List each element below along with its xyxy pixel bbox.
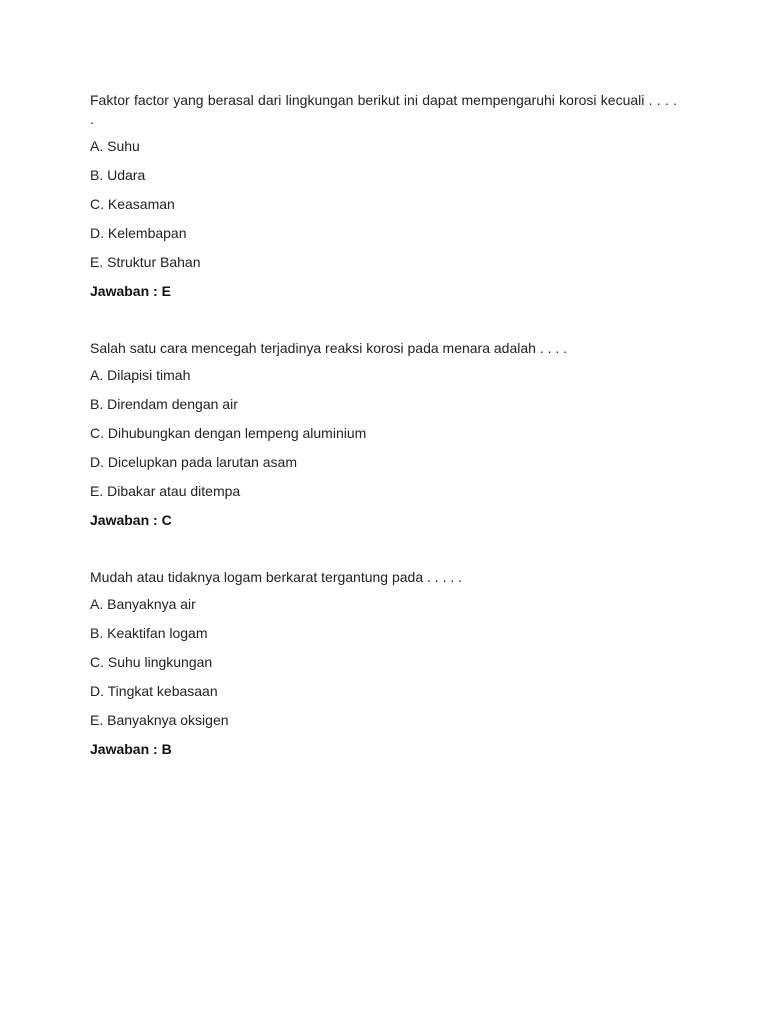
option-d: D. Kelembapan — [90, 225, 187, 241]
document-page — [90, 91, 677, 797]
option-a: A. Banyaknya air — [90, 596, 196, 612]
option-e: E. Banyaknya oksigen — [90, 712, 229, 728]
question-1 — [90, 91, 677, 301]
question-text: Faktor factor yang berasal dari lingkungan berikut ini dapat mempengaruhi korosi kecuali . . . . . — [90, 92, 677, 127]
answer-label: Jawaban : E — [90, 283, 171, 299]
question-2 — [90, 339, 677, 530]
question-text: Salah satu cara mencegah terjadinya reaksi korosi pada menara adalah . . . . — [90, 340, 568, 356]
option-e: E. Dibakar atau ditempa — [90, 483, 241, 499]
option-a: A. Dilapisi timah — [90, 367, 191, 383]
option-c: C. Dihubungkan dengan lempeng aluminium — [90, 425, 367, 441]
option-b: B. Udara — [90, 167, 146, 183]
answer-label: Jawaban : C — [90, 512, 172, 528]
option-d: D. Tingkat kebasaan — [90, 683, 218, 699]
answer-label: Jawaban : B — [90, 741, 172, 757]
option-a: A. Suhu — [90, 138, 140, 154]
option-b: B. Keaktifan logam — [90, 625, 208, 641]
question-3 — [90, 568, 677, 759]
option-d: D. Dicelupkan pada larutan asam — [90, 454, 298, 470]
question-text: Mudah atau tidaknya logam berkarat tergantung pada . . . . . — [90, 569, 463, 585]
option-c: C. Keasaman — [90, 196, 175, 212]
option-e: E. Struktur Bahan — [90, 254, 201, 270]
option-b: B. Direndam dengan air — [90, 396, 238, 412]
option-c: C. Suhu lingkungan — [90, 654, 213, 670]
